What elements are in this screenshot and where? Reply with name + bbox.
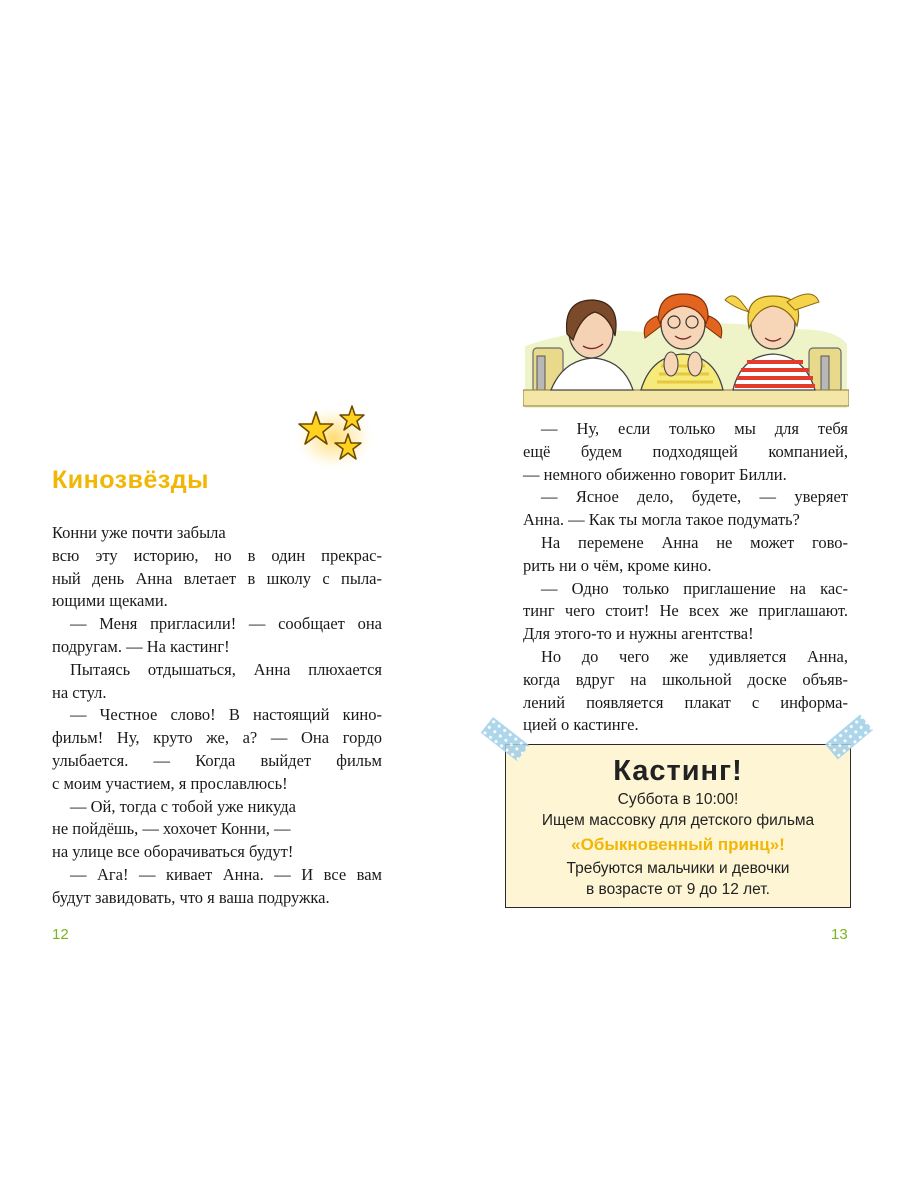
text-line: — Честное слово! В настоящий кино- — [70, 705, 382, 725]
text-line: Конни уже почти забыла — [52, 523, 226, 542]
text-line: лений появляется плакат с информа- — [523, 692, 848, 712]
right-page-text — [523, 418, 848, 737]
text-line: Анна. — Как ты могла такое подумать? — [523, 510, 800, 530]
text-line: На перемене Анна не может гово- — [541, 532, 848, 552]
poster-seeking: Ищем массовку для детского фильма — [541, 812, 815, 829]
text-line: цией о кастинге. — [523, 715, 639, 735]
text-line: не пойдёшь, — хохочет Конни, — — [52, 819, 291, 839]
stars-icon — [292, 400, 376, 472]
text-line: Пытаясь отдышаться, Анна плюхается — [70, 659, 382, 679]
text-line: на стул. — [52, 682, 107, 702]
chapter-title: Кинозвёзды — [52, 466, 210, 494]
text-line: — Ясное дело, будете, — уверяет — [541, 487, 848, 507]
text-line: на улице все оборачиваться будут! — [52, 842, 294, 862]
left-page-text — [52, 522, 382, 910]
text-line: улыбается. — Когда выйдет фильм — [52, 750, 382, 770]
text-line: когда вдруг на школьной доске объяв- — [523, 669, 848, 689]
text-line: Но до чего же удивляется Анна, — [541, 646, 848, 666]
text-line: подругам. — На кастинг! — [52, 636, 230, 656]
text-line: фильм! Ну, круто же, а? — Она гордо — [52, 728, 382, 748]
girls-illustration — [523, 286, 849, 410]
text-line: ный день Анна влетает в школу с пыла- — [52, 568, 382, 588]
text-line: — Одно только приглашение на кас- — [541, 578, 848, 598]
text-line: ещё будем подходящей компанией, — [523, 441, 848, 461]
poster-date: Суббота в 10:00! — [617, 791, 739, 808]
text-line: — Ага! — кивает Анна. — И все вам — [70, 864, 382, 884]
text-line: всю эту историю, но в один прекрас- — [52, 545, 382, 565]
casting-poster — [505, 744, 851, 908]
page-number: 13 — [831, 926, 848, 943]
text-line: — Ой, тогда с тобой уже никуда — [70, 796, 296, 816]
text-line: ющими щеками. — [52, 591, 168, 611]
text-line: — немного обиженно говорит Билли. — [523, 464, 787, 484]
poster-title: Кастинг! — [613, 755, 743, 787]
page-number: 12 — [52, 926, 69, 943]
text-line: Для этого-то и нужны агентства! — [523, 624, 754, 644]
poster-film-title: «Обыкновенный принц»! — [571, 835, 785, 854]
poster-age: в возрасте от 9 до 12 лет. — [586, 881, 770, 898]
text-line: — Меня пригласили! — сообщает она — [70, 614, 382, 634]
poster-requirement: Требуются мальчики и девочки — [566, 860, 790, 877]
text-line: с моим участием, я прославлюсь! — [52, 773, 288, 793]
text-line: — Ну, если только мы для тебя — [541, 419, 848, 438]
text-line: рить ни о чём, кроме кино. — [523, 555, 712, 575]
text-line: тинг чего стоит! Не всех же приглашают. — [523, 601, 848, 621]
text-line: будут завидовать, что я ваша подружка. — [52, 887, 330, 907]
